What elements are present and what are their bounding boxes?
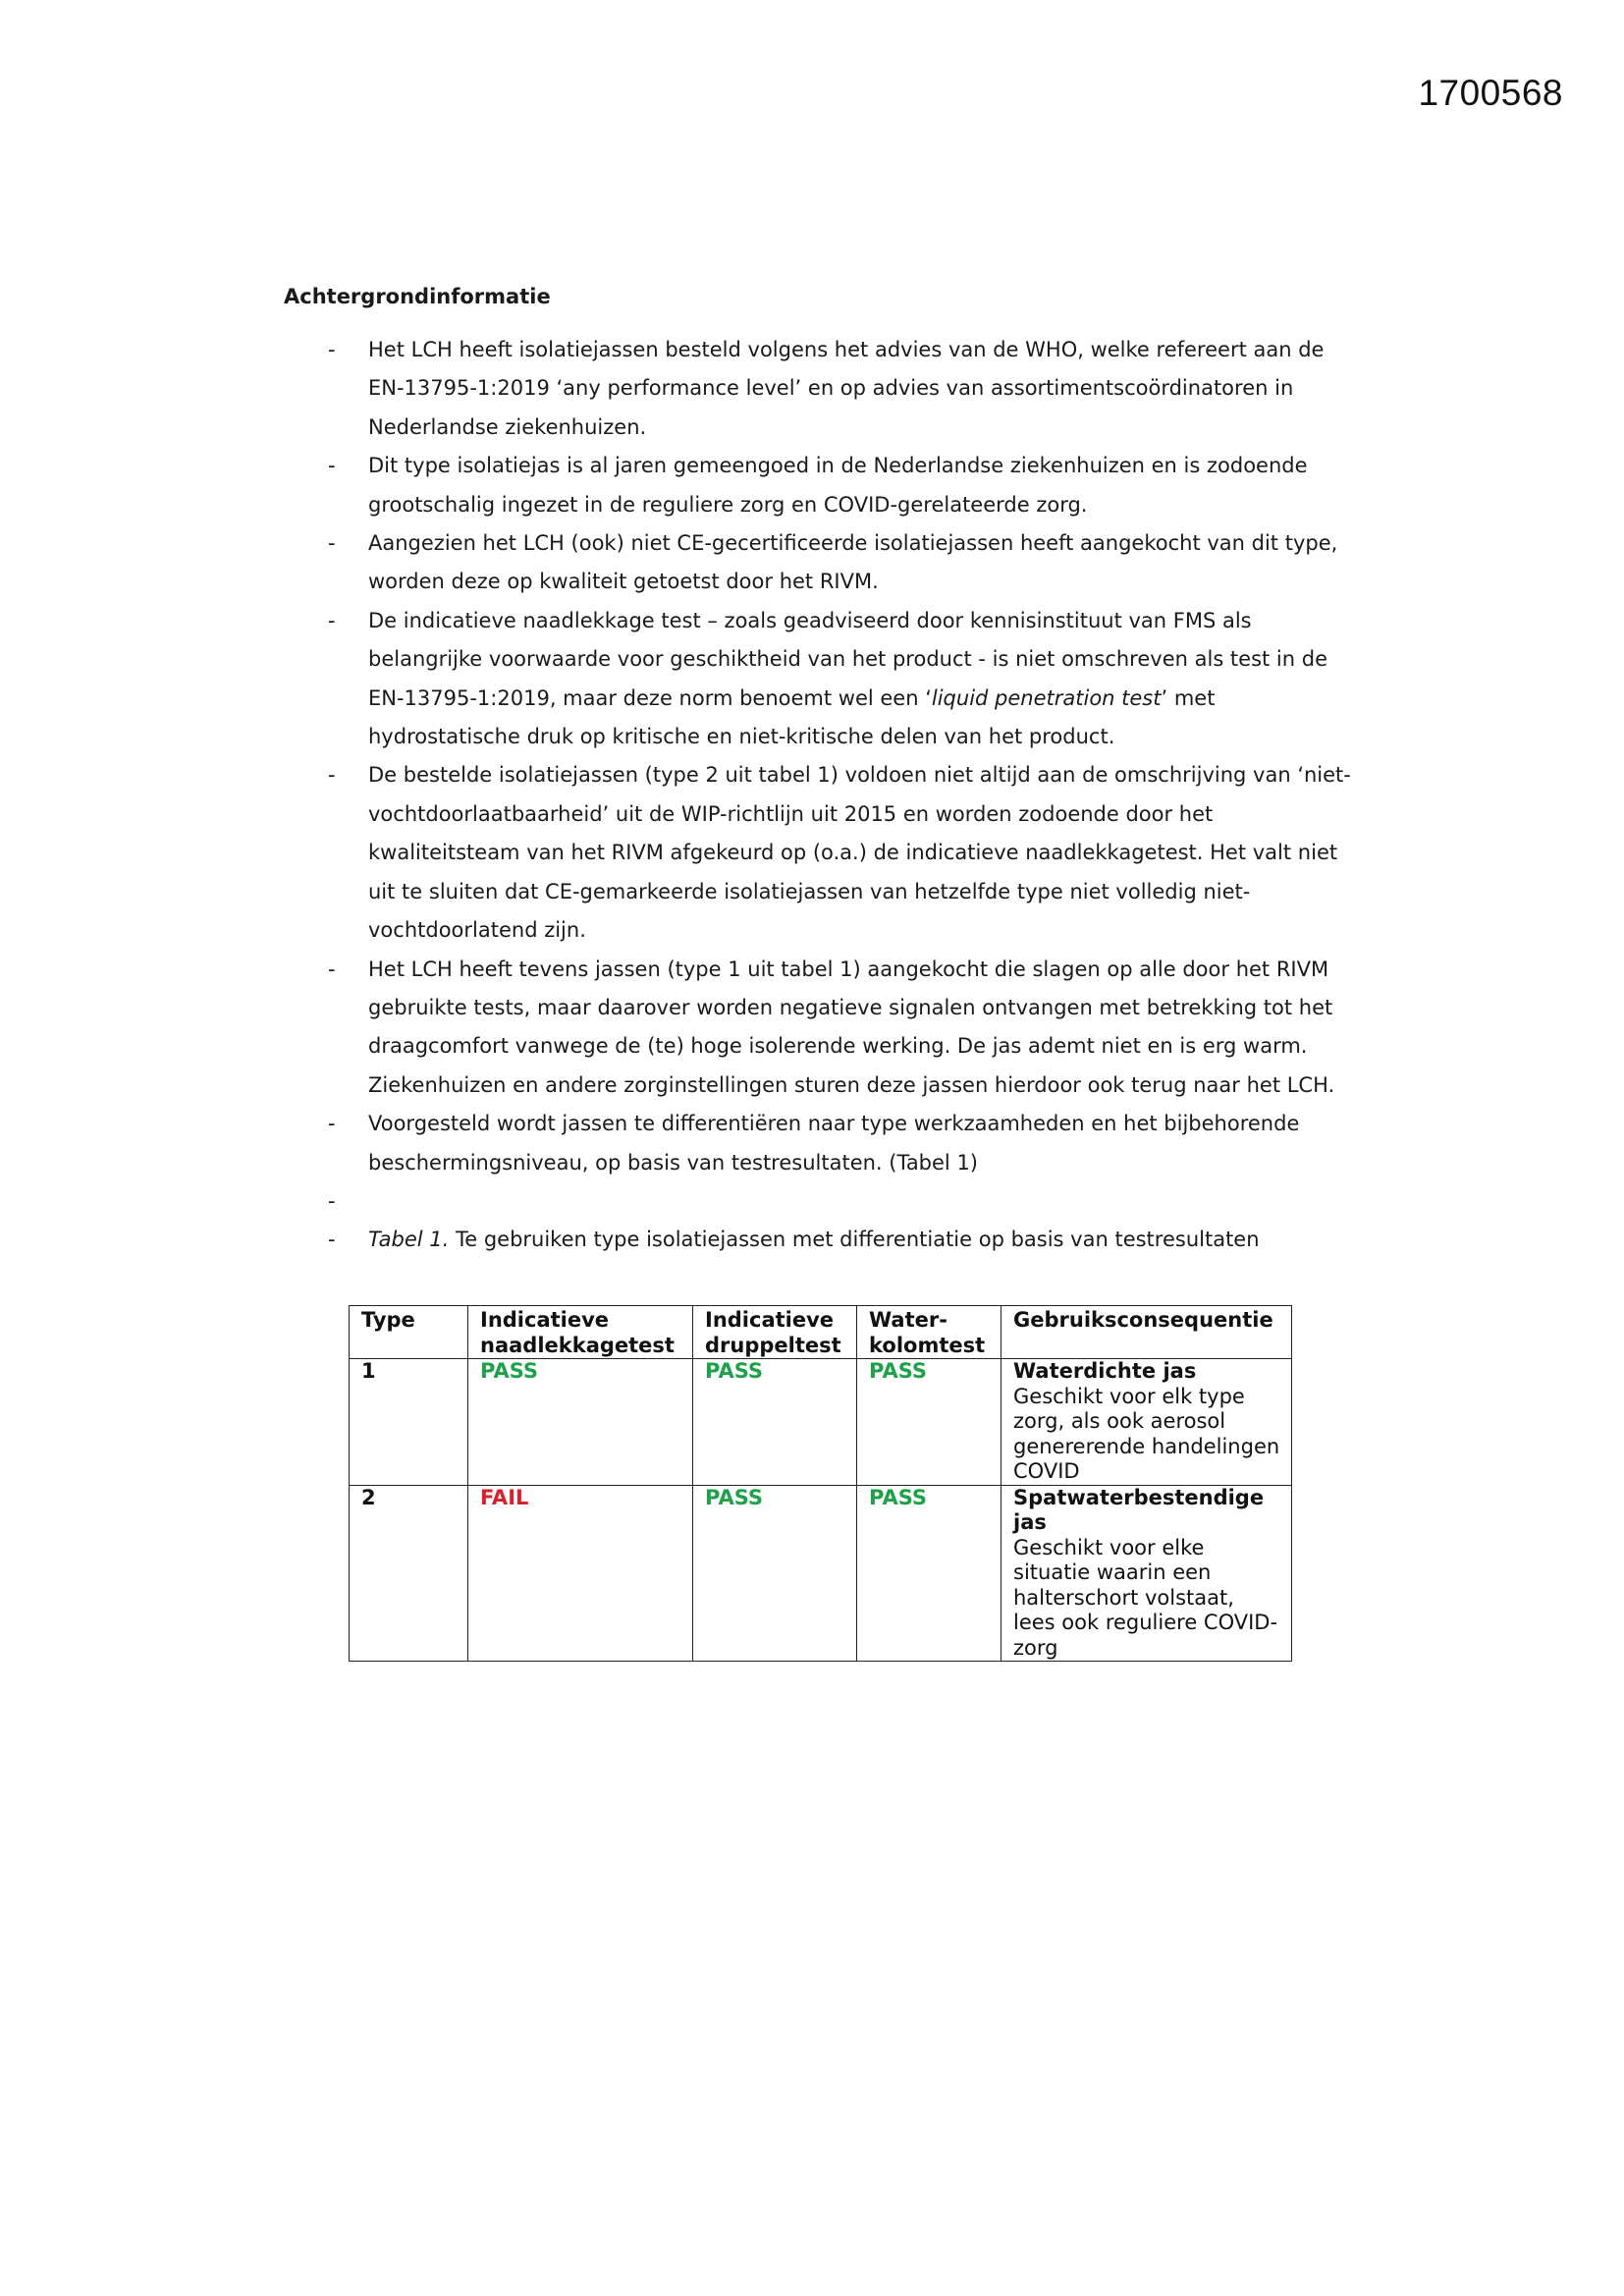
cell-naadlekkage-result: PASS bbox=[468, 1359, 693, 1486]
italic-term: liquid penetration test bbox=[931, 685, 1162, 710]
cell-druppel-result: PASS bbox=[693, 1485, 857, 1662]
bullet-list bbox=[324, 331, 1365, 1260]
list-item bbox=[324, 524, 1365, 602]
list-item bbox=[324, 951, 1365, 1106]
document-number: 1700568 bbox=[1418, 73, 1563, 113]
bullet-text: Dit type isolatiejas is al jaren gemeengoed in de Nederlandse ziekenhuizen en is zodoende grootschalig ingezet in de reguliere zorg en COVID-gerelateerde zorg. bbox=[368, 454, 1308, 517]
text-segment: De indicatieve naadlekkage test – zoals geadviseerd door kennisinstituut van FMS als belangrijke voorwaarde voor geschiktheid van het product - is niet omschreven als test in de EN-13795-1:2019, maar deze norm benoemt wel een ‘ bbox=[368, 608, 1328, 710]
cell-druppel-result: PASS bbox=[693, 1359, 857, 1486]
consequence-title: Waterdichte jas bbox=[1013, 1359, 1197, 1383]
bullet-text: Het LCH heeft tevens jassen (type 1 uit tabel 1) aangekocht die slagen op alle door het RIVM gebruikte tests, maar daarover worden negatieve signalen ontvangen met betrekking tot het draagcomfort vanwege de (te) hoge isolerende werking. De jas ademt niet en is erg warm. Ziekenhuizen en andere zorginstellingen sturen deze jassen hierdoor ook terug naar het LCH. bbox=[368, 957, 1335, 1097]
results-table bbox=[349, 1305, 1292, 1662]
consequence-description: Geschikt voor elk type zorg, als ook aerosol genererende handelingen COVID bbox=[1013, 1384, 1280, 1483]
cell-type: 1 bbox=[350, 1359, 468, 1486]
section-heading: Achtergrondinformatie bbox=[284, 285, 551, 308]
table-caption bbox=[324, 1221, 1365, 1259]
list-item bbox=[324, 331, 1365, 447]
cell-naadlekkage-result: FAIL bbox=[468, 1485, 693, 1662]
consequence-title: Spatwaterbestendige jas bbox=[1013, 1485, 1265, 1534]
list-item bbox=[324, 756, 1365, 950]
list-item bbox=[324, 447, 1365, 524]
caption-label: Tabel 1. bbox=[368, 1228, 450, 1252]
bullet-text: Voorgesteld wordt jassen te differentiëren naar type werkzaamheden en het bijbehorende beschermingsniveau, op basis van testresultaten. (Tabel 1) bbox=[368, 1112, 1300, 1175]
bullet-dash: - bbox=[328, 957, 336, 981]
bullet-dash: - bbox=[328, 454, 336, 478]
table-header-row bbox=[350, 1306, 1292, 1359]
bullet-text: De bestelde isolatiejassen (type 2 uit tabel 1) voldoen niet altijd aan de omschrijving van ‘niet-vochtdoorlaatbaarheid’ uit de WIP-richtlijn uit 2015 en worden zodoende door het kwaliteitsteam van het RIVM afgekeurd op (o.a.) de indicatieve naadlekkagetest. Het valt niet uit te sluiten dat CE-gemarkeerde isolatiejassen van hetzelfde type niet volledig niet-vochtdoorlatend zijn. bbox=[368, 763, 1351, 943]
bullet-text bbox=[368, 1221, 1365, 1259]
list-item bbox=[324, 602, 1365, 757]
bullet-dash: - bbox=[328, 1228, 336, 1252]
bullet-dash: - bbox=[328, 608, 336, 632]
cell-consequence bbox=[1001, 1359, 1292, 1486]
table-row bbox=[350, 1359, 1292, 1486]
table-row bbox=[350, 1485, 1292, 1662]
bullet-dash: - bbox=[328, 1112, 336, 1136]
bullet-text: Het LCH heeft isolatiejassen besteld volgens het advies van de WHO, welke refereert aan de EN-13795-1:2019 ‘any performance level’ en op advies van assortimentscoördinatoren in Nederlandse ziekenhuizen. bbox=[368, 338, 1325, 439]
cell-waterkolom-result: PASS bbox=[857, 1359, 1001, 1486]
bullet-dash: - bbox=[328, 763, 336, 788]
cell-consequence bbox=[1001, 1485, 1292, 1662]
cell-waterkolom-result: PASS bbox=[857, 1485, 1001, 1662]
header-waterkolomtest: Water-kolomtest bbox=[857, 1306, 1001, 1359]
header-type: Type bbox=[350, 1306, 468, 1359]
bullet-dash: - bbox=[328, 338, 336, 361]
table-container bbox=[349, 1305, 1292, 1662]
consequence-description: Geschikt voor elke situatie waarin een halterschort volstaat, lees ook reguliere COVID-zorg bbox=[1013, 1535, 1278, 1660]
bullet-text bbox=[368, 602, 1365, 757]
bullet-text: Aangezien het LCH (ook) niet CE-gecertificeerde isolatiejassen heeft aangekocht van dit type, worden deze op kwaliteit getoetst door het RIVM. bbox=[368, 531, 1338, 594]
list-item bbox=[324, 1105, 1365, 1182]
header-gebruiksconsequentie: Gebruiksconsequentie bbox=[1001, 1306, 1292, 1359]
bullet-dash: - bbox=[328, 531, 336, 556]
bullet-dash: - bbox=[328, 1188, 336, 1213]
text-segment: ’ met hydrostatische druk op kritische en niet-kritische delen van het product. bbox=[368, 685, 1216, 749]
cell-type: 2 bbox=[350, 1485, 468, 1662]
caption-text: Te gebruiken type isolatiejassen met differentiatie op basis van testresultaten bbox=[449, 1228, 1260, 1252]
header-druppeltest: Indicatieve druppeltest bbox=[693, 1306, 857, 1359]
header-naadlekkagetest: Indicatieve naadlekkagetest bbox=[468, 1306, 693, 1359]
list-item bbox=[324, 1182, 1365, 1221]
